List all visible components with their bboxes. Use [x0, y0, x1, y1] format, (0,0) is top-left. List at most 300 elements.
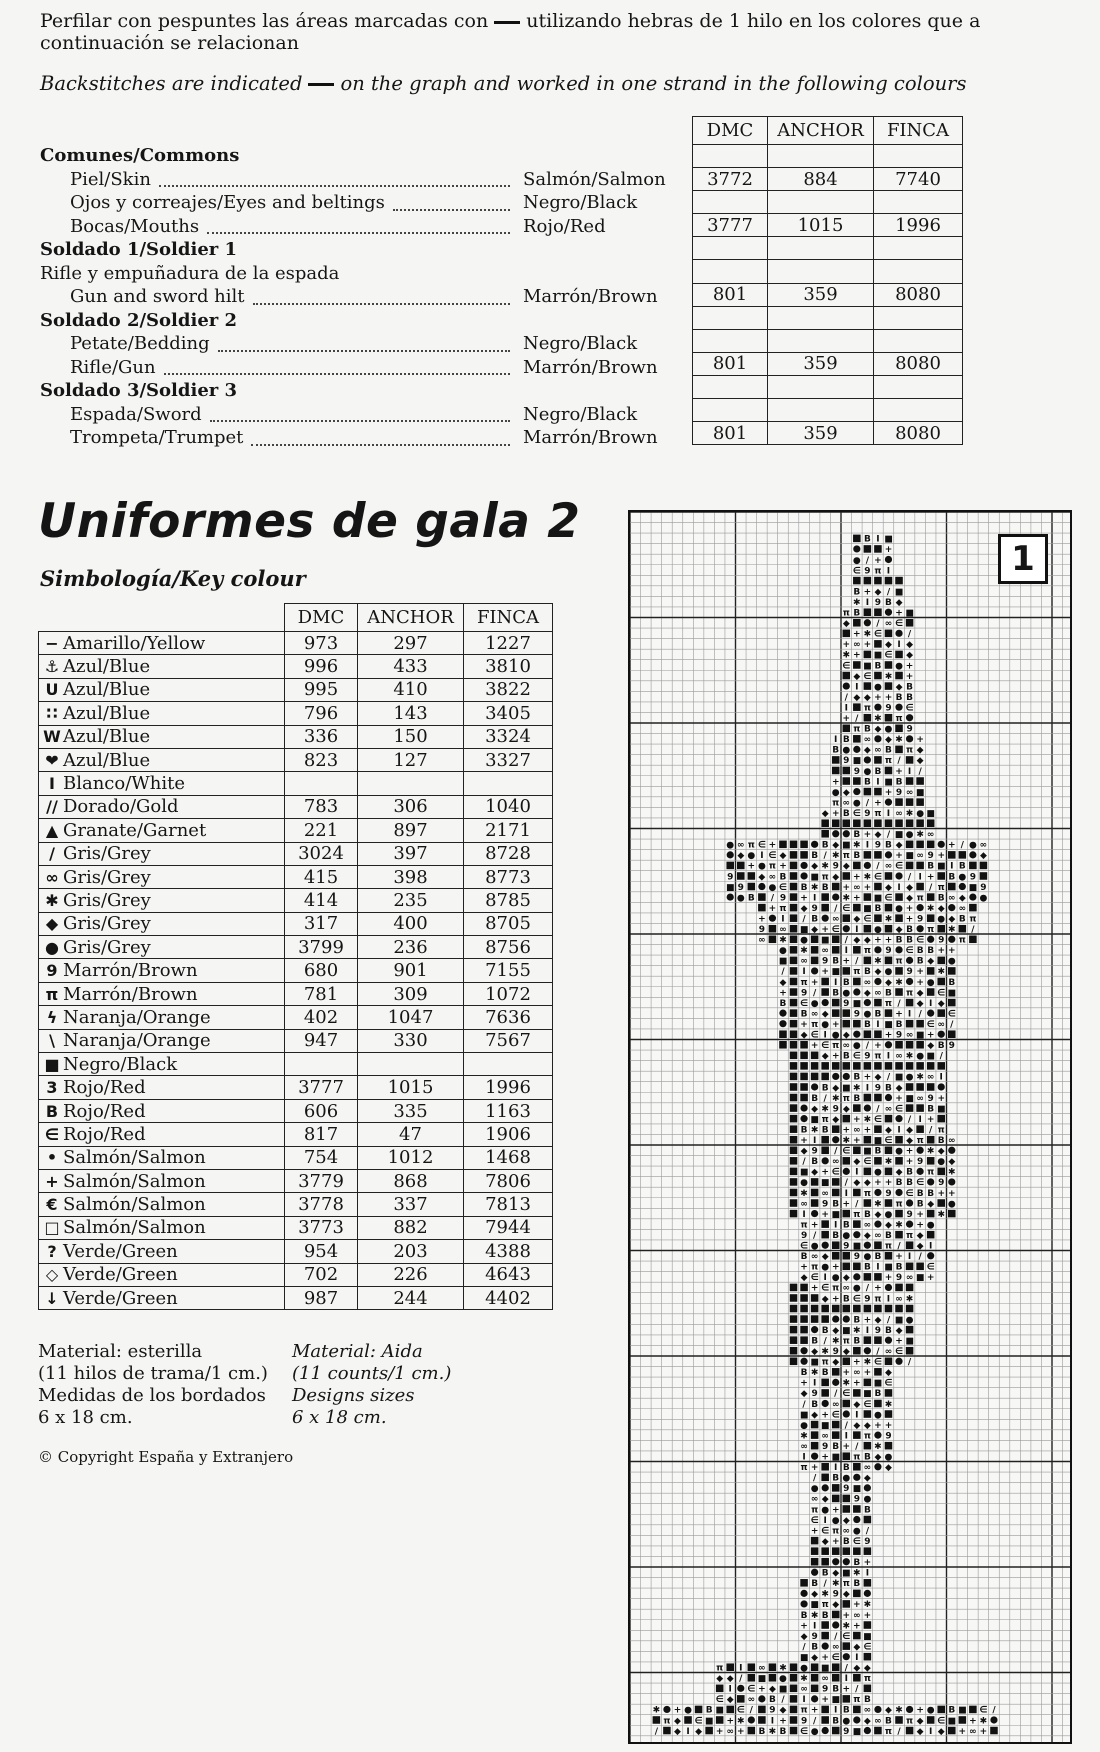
svg-text:●: ●	[842, 745, 851, 756]
svg-text:+: +	[916, 735, 924, 746]
leader-dots	[253, 279, 510, 305]
svg-text:I: I	[844, 1674, 848, 1685]
svg-text:∞: ∞	[916, 851, 924, 862]
svg-text:π: π	[927, 1167, 935, 1178]
svg-text:+: +	[905, 1146, 914, 1157]
svg-text:∞: ∞	[810, 1494, 819, 1505]
svg-text:■: ■	[926, 808, 935, 819]
svg-text:◆: ◆	[800, 1389, 808, 1400]
svg-text:+: +	[737, 1726, 745, 1737]
svg-text:B: B	[832, 745, 840, 756]
svg-text:+: +	[863, 1368, 872, 1379]
cell-anchor: 150	[358, 725, 464, 748]
svg-text:∈: ∈	[852, 566, 861, 577]
svg-text:I: I	[886, 808, 891, 819]
svg-text:✱: ✱	[926, 903, 935, 914]
svg-text:∈: ∈	[842, 1389, 851, 1400]
svg-text:∈: ∈	[831, 1652, 840, 1663]
backstitch-line-sample	[494, 21, 520, 24]
svg-text:B: B	[800, 882, 808, 893]
svg-text:B: B	[885, 1716, 892, 1727]
cell-dmc: 414	[285, 889, 358, 912]
svg-text:◆: ◆	[895, 1325, 903, 1336]
svg-text:◆: ◆	[937, 1726, 945, 1737]
svg-text:π: π	[811, 1262, 819, 1273]
svg-text:∈: ∈	[873, 629, 882, 640]
svg-text:/: /	[865, 1041, 870, 1052]
svg-text:●: ●	[810, 1241, 819, 1252]
svg-text:◆: ◆	[832, 872, 840, 883]
svg-text:I: I	[939, 1072, 943, 1083]
svg-text:π: π	[927, 925, 935, 935]
svg-text:∞: ∞	[800, 956, 808, 967]
svg-text:∈: ∈	[873, 1114, 882, 1125]
svg-text:9: 9	[737, 882, 744, 893]
stitch-symbol-icon: I	[49, 774, 55, 794]
svg-text:◆: ◆	[768, 1684, 776, 1695]
svg-text:9: 9	[800, 1230, 808, 1241]
svg-text:/: /	[886, 587, 891, 598]
backstitch-intro-es: Perfilar con pespuntes las áreas marcadas con utilizando hebras de 1 hilo en los colores que a continuación se relacionan	[40, 10, 981, 54]
svg-text:B: B	[821, 840, 829, 851]
cell-anchor: 1015	[358, 1076, 464, 1099]
svg-text:■: ■	[852, 1726, 862, 1737]
svg-text:✱: ✱	[842, 1136, 851, 1146]
svg-text:●: ●	[842, 988, 851, 999]
svg-text:B: B	[885, 745, 892, 756]
svg-text:B: B	[863, 1262, 871, 1273]
svg-text:+: +	[810, 1705, 819, 1716]
svg-text:◆: ◆	[716, 1674, 724, 1685]
svg-text:9: 9	[822, 1684, 829, 1695]
cell-finca	[874, 375, 963, 398]
table-row	[693, 191, 963, 214]
svg-text:■: ■	[799, 1167, 809, 1178]
svg-text:9: 9	[832, 1589, 839, 1600]
svg-text:+: +	[958, 1726, 967, 1737]
svg-text:■: ■	[799, 1410, 809, 1421]
backstitch-label: Bocas/Mouths	[70, 215, 200, 237]
svg-text:B: B	[958, 914, 966, 925]
thread-name-cell	[39, 1263, 285, 1286]
svg-text:∈: ∈	[979, 1705, 988, 1716]
svg-text:I: I	[802, 967, 806, 978]
thread-name: Salmón/Salmon	[63, 1170, 206, 1192]
svg-text:B: B	[863, 724, 871, 735]
svg-text:◆: ◆	[853, 671, 861, 682]
svg-text:◆: ◆	[906, 650, 914, 661]
svg-text:✱: ✱	[884, 914, 893, 925]
svg-text:B: B	[800, 1252, 808, 1263]
backstitch-thread-table	[692, 116, 963, 445]
thread-name: Verde/Green	[63, 1264, 178, 1286]
cell-anchor	[768, 145, 874, 168]
svg-text:∞: ∞	[884, 1104, 893, 1115]
svg-text:/: /	[939, 1051, 943, 1062]
svg-text:+: +	[926, 1273, 935, 1284]
svg-text:I: I	[844, 1188, 848, 1199]
svg-text:■: ■	[810, 1357, 819, 1368]
cell-anchor: 359	[768, 283, 874, 306]
svg-text:◆: ◆	[737, 851, 745, 862]
svg-text:+: +	[831, 1019, 840, 1030]
svg-text:9: 9	[906, 967, 913, 978]
svg-text:+: +	[863, 882, 872, 893]
svg-text:∈: ∈	[863, 671, 872, 682]
svg-text:/: /	[886, 1315, 891, 1326]
cell-finca: 8756	[464, 936, 553, 959]
thread-name-cell	[39, 748, 285, 771]
svg-text:B: B	[842, 1294, 850, 1305]
table-row	[693, 352, 963, 375]
svg-text:∞: ∞	[831, 1399, 840, 1410]
svg-text:■: ■	[757, 1674, 767, 1685]
svg-text:●: ●	[895, 1146, 903, 1157]
svg-text:I: I	[834, 1463, 838, 1474]
svg-text:■: ■	[831, 1209, 840, 1220]
cell-anchor	[768, 260, 874, 283]
svg-text:∈: ∈	[863, 1157, 872, 1168]
svg-text:◆: ◆	[674, 1726, 681, 1737]
svg-text:∞: ∞	[853, 1125, 861, 1136]
svg-text:B: B	[863, 1505, 871, 1516]
stitch-symbol-icon: □	[44, 1218, 60, 1238]
svg-text:∈: ∈	[768, 851, 777, 862]
svg-text:∞: ∞	[821, 946, 829, 957]
svg-text:◆: ◆	[895, 597, 903, 608]
backstitch-label: Comunes/Commons	[40, 145, 240, 166]
svg-text:B: B	[895, 1019, 903, 1030]
cell-finca	[874, 260, 963, 283]
cell-anchor	[768, 329, 874, 352]
svg-text:9: 9	[916, 914, 924, 925]
svg-text:+: +	[831, 1505, 840, 1516]
svg-text:∞: ∞	[874, 745, 882, 756]
svg-text:✱: ✱	[842, 893, 851, 904]
cell-anchor: 397	[358, 842, 464, 865]
cell-finca: 3405	[464, 702, 553, 725]
svg-text:9: 9	[822, 1441, 829, 1452]
svg-text:■: ■	[863, 1631, 872, 1642]
table-row	[39, 1216, 553, 1239]
svg-text:+: +	[821, 1695, 829, 1706]
svg-text:■: ■	[915, 1273, 925, 1284]
svg-text:π: π	[916, 893, 924, 904]
svg-text:I: I	[834, 977, 838, 988]
svg-text:π: π	[863, 1674, 871, 1685]
cell-finca: 4402	[464, 1286, 553, 1309]
svg-text:π: π	[821, 1600, 829, 1611]
cell-finca: 7806	[464, 1169, 553, 1192]
svg-text:B: B	[842, 808, 850, 819]
cell-anchor: 1012	[358, 1146, 464, 1169]
svg-text:B: B	[948, 1705, 956, 1716]
cell-finca: 2171	[464, 819, 553, 842]
svg-text:●: ●	[842, 1716, 851, 1727]
svg-text:+: +	[948, 840, 956, 851]
svg-text:+: +	[884, 692, 893, 703]
cell-finca: 8728	[464, 842, 553, 865]
svg-text:9: 9	[885, 946, 892, 957]
svg-text:●: ●	[852, 1041, 861, 1052]
svg-text:B: B	[853, 1579, 861, 1590]
svg-text:/: /	[886, 1072, 891, 1083]
cell-anchor	[768, 237, 874, 260]
cell-finca: 3324	[464, 725, 553, 748]
cell-anchor: 226	[358, 1263, 464, 1286]
svg-text:9: 9	[843, 998, 850, 1009]
svg-text:■: ■	[884, 1019, 893, 1030]
svg-text:9: 9	[843, 1726, 850, 1737]
svg-text:I: I	[834, 1220, 838, 1231]
thread-name-cell	[39, 1029, 285, 1052]
cell-anchor: 359	[768, 352, 874, 375]
cell-dmc	[693, 260, 768, 283]
svg-text:π: π	[800, 1463, 808, 1474]
cell-anchor: 235	[358, 889, 464, 912]
svg-text:∞: ∞	[895, 1051, 903, 1062]
svg-text:✱: ✱	[979, 1716, 988, 1727]
svg-text:I: I	[812, 893, 817, 904]
svg-text:π: π	[863, 946, 871, 957]
svg-text:∞: ∞	[842, 798, 851, 809]
thread-name: Marrón/Brown	[63, 960, 198, 982]
svg-text:/: /	[844, 1663, 848, 1674]
svg-text:■: ■	[778, 956, 788, 967]
svg-text:∈: ∈	[810, 1030, 819, 1041]
svg-text:B: B	[863, 534, 871, 545]
svg-text:/: /	[992, 1705, 996, 1716]
svg-text:9: 9	[874, 1325, 882, 1336]
svg-text:B: B	[937, 1041, 945, 1052]
svg-text:π: π	[874, 808, 882, 819]
backstitch-color: Negro/Black	[523, 333, 638, 354]
svg-text:π: π	[842, 1093, 850, 1104]
svg-text:B: B	[779, 998, 787, 1009]
svg-text:9: 9	[969, 872, 977, 883]
cell-dmc: 3778	[285, 1193, 358, 1216]
svg-text:I: I	[823, 1030, 827, 1041]
cell-dmc: 995	[285, 678, 358, 701]
svg-text:+: +	[874, 935, 882, 946]
thread-name: Salmón/Salmon	[63, 1194, 206, 1216]
svg-text:■: ■	[715, 1705, 724, 1716]
svg-text:+: +	[831, 1536, 840, 1547]
svg-text:◆: ◆	[842, 619, 850, 630]
backstitch-label: Piel/Skin	[70, 168, 151, 190]
svg-text:B: B	[811, 1157, 819, 1168]
cell-anchor: 236	[358, 936, 464, 959]
svg-text:/: /	[897, 998, 901, 1009]
table-row	[693, 260, 963, 283]
svg-text:∞: ∞	[863, 1705, 872, 1716]
svg-text:/: /	[834, 903, 838, 914]
cell-dmc: 336	[285, 725, 358, 748]
svg-text:◆: ◆	[674, 1716, 681, 1727]
svg-text:●: ●	[757, 861, 766, 872]
svg-text:9: 9	[832, 861, 839, 872]
svg-text:B: B	[832, 1441, 840, 1452]
cell-dmc	[285, 1053, 358, 1076]
cell-finca: 8785	[464, 889, 553, 912]
stitch-symbol-icon: ◇	[45, 1265, 59, 1285]
svg-text:B: B	[885, 597, 892, 608]
svg-text:●: ●	[821, 1262, 830, 1273]
svg-text:/: /	[876, 1104, 880, 1115]
svg-text:◆: ◆	[874, 587, 882, 598]
svg-text:B: B	[927, 946, 935, 957]
svg-text:+: +	[905, 1157, 914, 1168]
svg-text:■: ■	[831, 1695, 840, 1706]
svg-text:◆: ◆	[821, 1536, 829, 1547]
thread-name-cell	[39, 912, 285, 935]
svg-text:π: π	[969, 914, 977, 925]
svg-text:■: ■	[884, 777, 893, 788]
svg-text:∞: ∞	[937, 1019, 945, 1030]
svg-text:◆: ◆	[906, 1136, 914, 1146]
svg-text:●: ●	[821, 1505, 830, 1516]
svg-text:+: +	[948, 1188, 956, 1199]
svg-text:●: ●	[831, 1030, 840, 1041]
svg-text:∞: ∞	[958, 903, 967, 914]
thread-name: Azul/Blue	[63, 749, 151, 771]
svg-text:π: π	[800, 1705, 808, 1716]
svg-text:+: +	[842, 882, 851, 893]
svg-text:I: I	[781, 914, 785, 925]
svg-text:✱: ✱	[779, 1663, 787, 1674]
svg-text:∈: ∈	[937, 988, 946, 999]
backstitch-color: Marrón/Brown	[523, 356, 658, 378]
svg-text:/: /	[844, 1420, 848, 1431]
svg-text:+: +	[884, 1420, 893, 1431]
cell-finca: 1227	[464, 632, 553, 655]
svg-text:B: B	[779, 872, 787, 883]
svg-text:◆: ◆	[895, 925, 903, 935]
svg-text:◆: ◆	[842, 1104, 850, 1115]
svg-text:■: ■	[884, 1262, 893, 1273]
cell-dmc: 3799	[285, 936, 358, 959]
cell-finca: 7636	[464, 1006, 553, 1029]
svg-text:B: B	[885, 840, 892, 851]
svg-text:◆: ◆	[853, 1420, 861, 1431]
svg-text:B: B	[768, 1695, 776, 1706]
svg-text:+: +	[926, 872, 935, 883]
thread-name-cell	[39, 842, 285, 865]
svg-text:●: ●	[736, 893, 745, 904]
svg-text:/: /	[855, 714, 859, 724]
svg-text:∈: ∈	[852, 1536, 861, 1547]
svg-text:π: π	[884, 998, 893, 1009]
cell-finca: 8080	[874, 352, 963, 375]
column-header-finca: FINCA	[874, 117, 963, 145]
svg-text:I: I	[728, 1684, 732, 1695]
svg-text:B: B	[811, 1642, 819, 1653]
svg-text:∈: ∈	[852, 1051, 861, 1062]
cell-finca: 8705	[464, 912, 553, 935]
backstitch-color: Negro/Black	[523, 192, 638, 213]
svg-text:■: ■	[926, 1051, 935, 1062]
svg-text:π: π	[663, 1716, 671, 1727]
svg-text:◆: ◆	[821, 1252, 829, 1263]
svg-text:/: /	[834, 1389, 838, 1400]
svg-text:π: π	[853, 1695, 861, 1706]
cell-anchor: 901	[358, 959, 464, 982]
svg-text:∈: ∈	[894, 861, 904, 872]
svg-text:■: ■	[842, 1083, 851, 1094]
svg-text:+: +	[842, 1368, 851, 1379]
svg-text:∞: ∞	[884, 1347, 893, 1357]
svg-text:✱: ✱	[937, 1209, 945, 1220]
thread-name: Salmón/Salmon	[63, 1147, 206, 1169]
svg-text:◆: ◆	[811, 1104, 819, 1115]
svg-text:I: I	[886, 1051, 891, 1062]
svg-text:◆: ◆	[948, 914, 956, 925]
svg-text:◆: ◆	[863, 988, 871, 999]
svg-text:π: π	[916, 1136, 924, 1146]
svg-text:+: +	[779, 861, 787, 872]
svg-text:∞: ∞	[821, 1188, 829, 1199]
stitch-symbol-icon: ■	[44, 1054, 60, 1074]
svg-text:∞: ∞	[926, 1072, 935, 1083]
svg-text:∈: ∈	[715, 1695, 724, 1706]
backstitch-label: Petate/Bedding	[70, 333, 210, 354]
svg-text:9: 9	[800, 988, 808, 999]
svg-text:B: B	[927, 1104, 935, 1115]
svg-text:∞: ∞	[768, 872, 777, 883]
thread-name-cell	[39, 795, 285, 818]
svg-text:B: B	[874, 1009, 882, 1020]
svg-text:∈: ∈	[905, 1188, 914, 1199]
backstitch-color: Marrón/Brown	[523, 286, 658, 307]
svg-text:9: 9	[832, 1347, 839, 1357]
thread-name: Gris/Grey	[63, 913, 151, 935]
svg-text:✱: ✱	[853, 1325, 861, 1336]
svg-text:B: B	[811, 1093, 819, 1104]
svg-text:◆: ◆	[811, 925, 819, 935]
cell-finca: 1163	[464, 1099, 553, 1122]
svg-text:✱: ✱	[831, 1093, 840, 1104]
svg-text:✱: ✱	[821, 1347, 829, 1357]
svg-text:+: +	[673, 1705, 682, 1716]
svg-text:π: π	[895, 956, 903, 967]
svg-text:✱: ✱	[884, 1399, 893, 1410]
cell-dmc	[693, 191, 768, 214]
svg-text:9: 9	[874, 1083, 882, 1094]
svg-text:I: I	[876, 1262, 880, 1273]
svg-text:∞: ∞	[747, 1695, 756, 1706]
svg-text:I: I	[823, 1273, 827, 1284]
svg-text:■: ■	[863, 903, 872, 914]
svg-text:∈: ∈	[778, 882, 788, 893]
backstitch-label: Trompeta/Trumpet	[70, 427, 244, 448]
svg-text:I: I	[802, 1209, 806, 1220]
stitch-symbol-icon: ↓	[45, 1288, 59, 1308]
backstitch-item	[40, 285, 680, 309]
svg-text:■: ■	[852, 1484, 862, 1495]
svg-text:◆: ◆	[800, 903, 808, 914]
svg-text:◆: ◆	[842, 1589, 850, 1600]
svg-text:9: 9	[843, 1484, 850, 1495]
cell-anchor: 1047	[358, 1006, 464, 1029]
svg-text:●: ●	[779, 946, 787, 957]
svg-text:B: B	[832, 956, 840, 967]
cell-dmc: 3779	[285, 1169, 358, 1192]
backstitch-label: Soldado 2/Soldier 2	[40, 309, 238, 331]
svg-text:/: /	[865, 798, 870, 809]
svg-text:π: π	[863, 703, 871, 714]
svg-text:I: I	[823, 1515, 827, 1526]
svg-text:◆: ◆	[874, 1209, 882, 1220]
